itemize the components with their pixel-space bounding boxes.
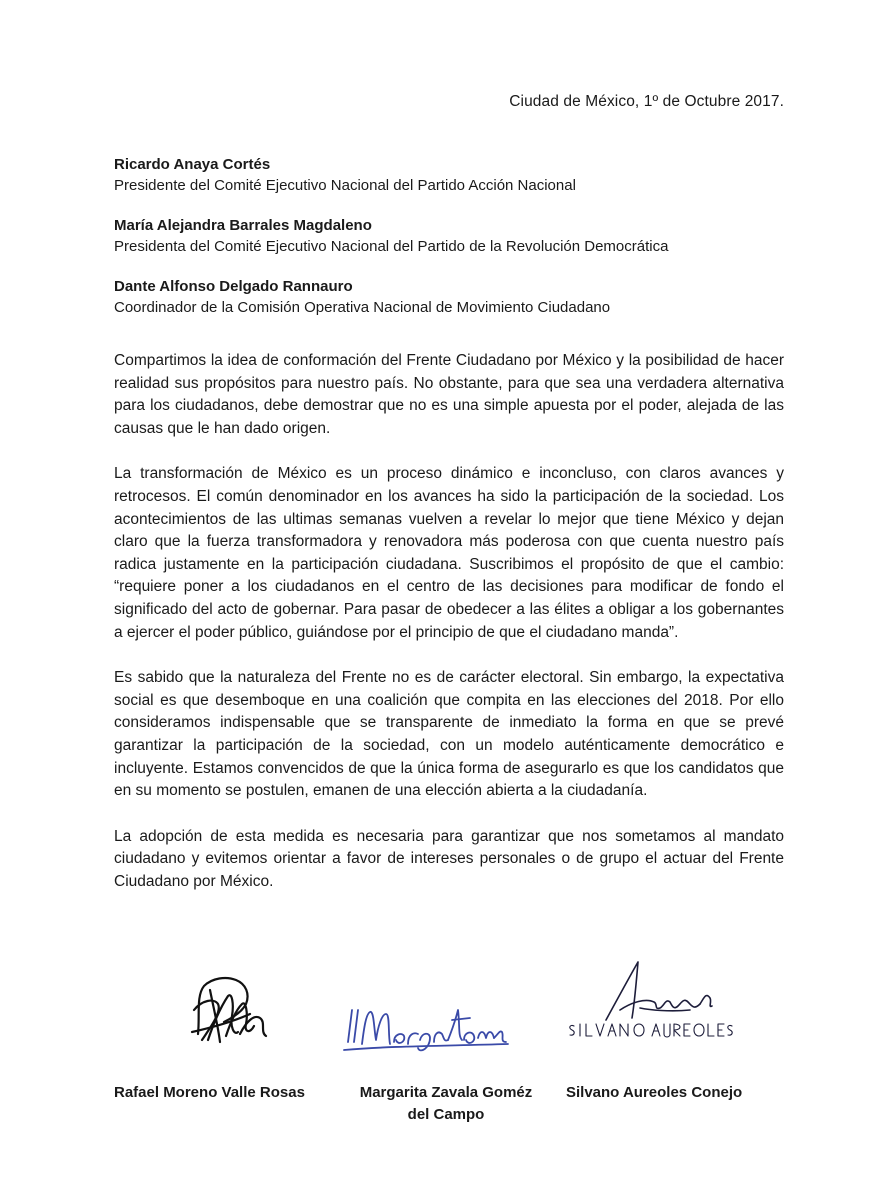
recipient-role: Coordinador de la Comisión Operativa Nacional de Movimiento Ciudadano xyxy=(114,299,611,316)
recipients-block xyxy=(114,154,794,337)
body-paragraph: Compartimos la idea de conformación del Frente Ciudadano por México y la posibilidad de hacer realidad sus propósitos para nuestro país. No obstante, para que sea una verdadera alternativa para los ciudadanos, debe demostrar que no es una simple apuesta por el poder, alejada de las causas que le han dado origen. xyxy=(114,352,784,437)
recipient-name: Dante Alfonso Delgado Rannauro xyxy=(114,278,353,295)
signature-rafael-moreno-valle xyxy=(180,970,280,1050)
recipient xyxy=(114,215,794,258)
body-paragraph: La transformación de México es un proceso dinámico e inconcluso, con claros avances y retrocesos. El común denominador en los avances ha sido la participación de la sociedad. Los acontecimientos de las ultimas semanas vuelven a revelar lo mejor que tiene México y dejan claro que la fuerza transformadora y renovadora más poderosa con que cuenta nuestro país radica justamente en la participación ciudadana. Suscribimos el propósito de que el cambio: “requiere poner a los ciudadanos en el centro de las decisiones para modificar de fondo el significado del acto de gobernar. Para pasar de obedecer a las élites a obligar a los gobernantes a ejercer el poder público, guiándose por el principio de que el ciudadano manda”. xyxy=(114,465,784,641)
body-paragraph: La adopción de esta medida es necesaria para garantizar que nos sometamos al mandato ciudadano y evitemos orientar a favor de intereses personales o de grupo el actuar del Frente Ciudadano por México. xyxy=(114,827,784,890)
body-paragraph: Es sabido que la naturaleza del Frente no es de carácter electoral. Sin embargo, la expectativa social es que desemboque en una coalición que compita en las elecciones del 2018. Por ello consideramos indispensable que se transparente de inmediato la forma en que se prevé garantizar la participación de la sociedad, con un modelo auténticamente democrático e incluyente. Estamos convencidos de que la única forma de asegurarlo es que los candidatos que en su momento se postulen, emanen de una elección abierta a la ciudadanía. xyxy=(114,669,784,800)
recipient xyxy=(114,276,794,319)
letter-body xyxy=(114,350,784,916)
date-line: Ciudad de México, 1º de Octubre 2017. xyxy=(509,93,784,110)
recipient xyxy=(114,154,794,197)
recipient-role: Presidenta del Comité Ejecutivo Nacional del Partido de la Revolución Democrática xyxy=(114,238,669,255)
signature-margarita-zavala xyxy=(340,1000,510,1060)
signatures-block xyxy=(0,950,896,1150)
recipient-name: Ricardo Anaya Cortés xyxy=(114,156,271,173)
recipient-name: María Alejandra Barrales Magdaleno xyxy=(114,217,372,234)
signatory-name: Margarita Zavala Goméz del Campo xyxy=(359,1084,533,1123)
signature-silvano-aureoles xyxy=(560,958,760,1048)
signatory-name: Rafael Moreno Valle Rosas xyxy=(114,1084,305,1101)
recipient-role: Presidente del Comité Ejecutivo Nacional del Partido Acción Nacional xyxy=(114,177,576,194)
signatory-name: Silvano Aureoles Conejo xyxy=(566,1084,743,1101)
